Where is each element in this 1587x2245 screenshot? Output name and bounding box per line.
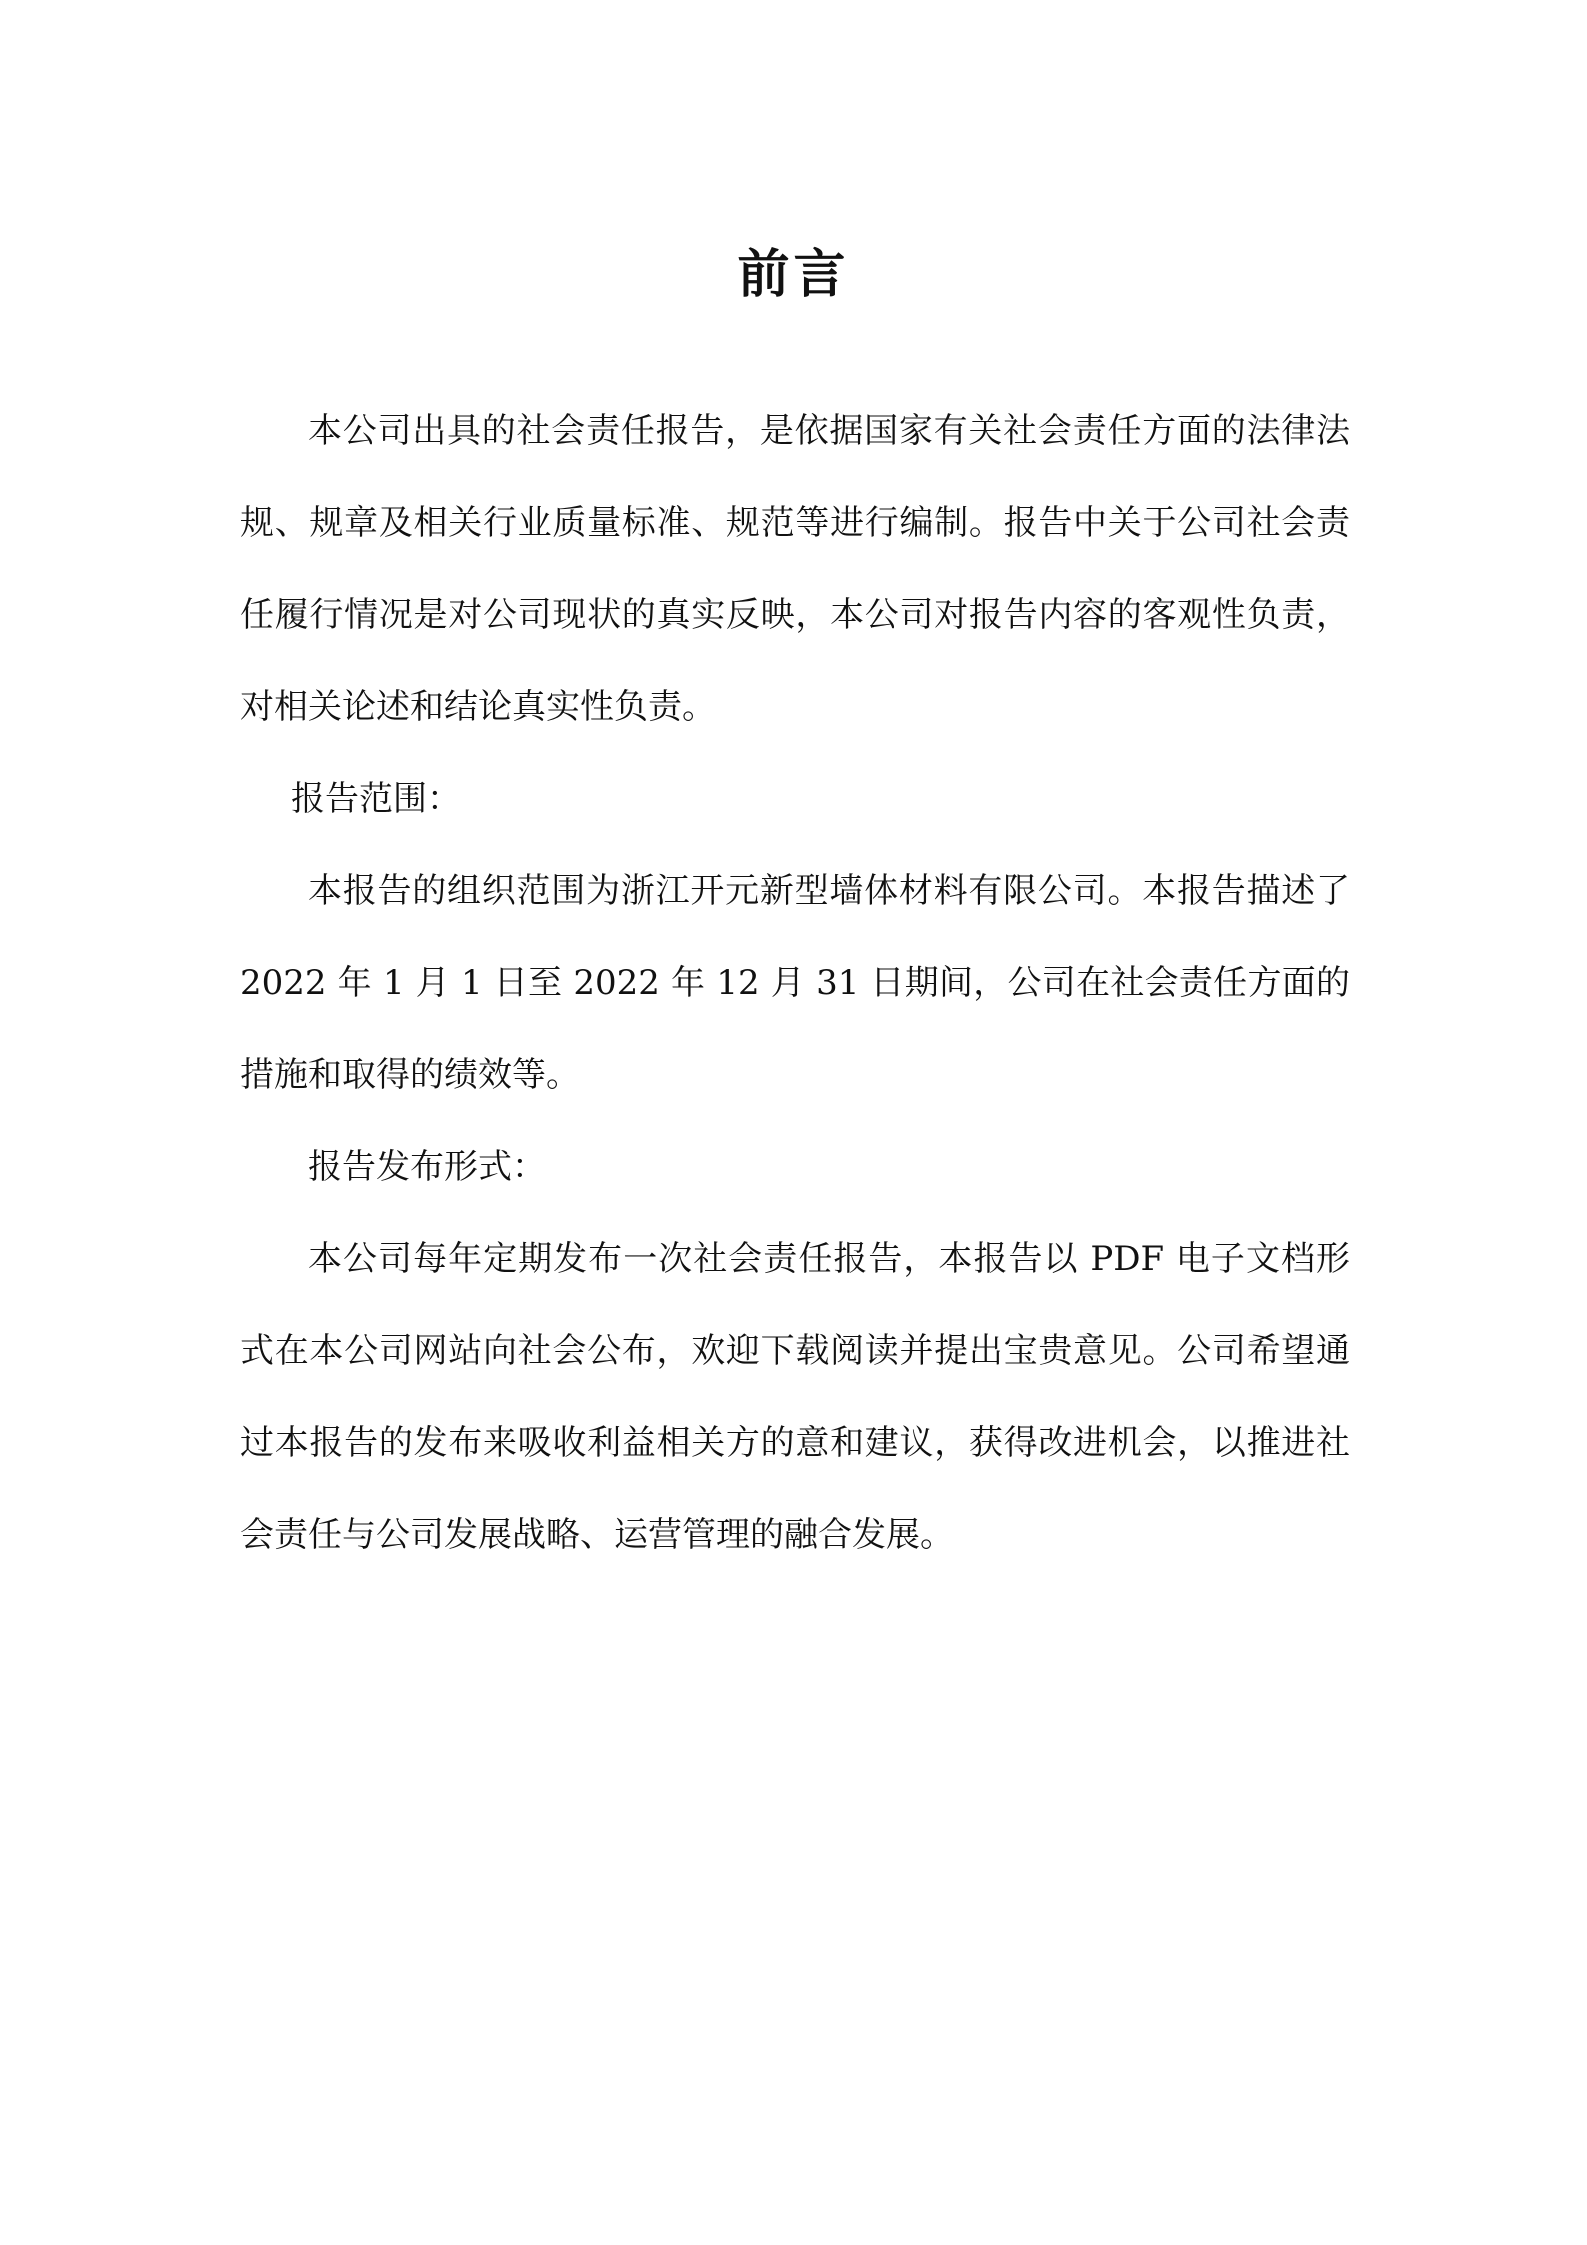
publish-heading: 报告发布形式： bbox=[308, 1147, 546, 1187]
intro-paragraph: 本公司出具的社会责任报告，是依据国家有关社会责任方面的法律法规、规章及相关行业质量标准、规范等进行编制。报告中关于公司社会责任履行情况是对公司现状的真实反映，本公司对报告内容的客观性负责，对相关论述和结论真实性负责。 bbox=[240, 411, 1350, 727]
document-body bbox=[240, 385, 1350, 1581]
publish-paragraph: 本公司每年定期发布一次社会责任报告，本报告以 PDF 电子文档形式在本公司网站向社会公布，欢迎下载阅读并提出宝贵意见。公司希望通过本报告的发布来吸收利益相关方的意和建议，获得改进机会，以推进社会责任与公司发展战略、运营管理的融合发展。 bbox=[240, 1239, 1350, 1555]
scope-heading: 报告范围： bbox=[291, 779, 461, 819]
page-title: 前言 bbox=[737, 243, 850, 305]
scope-paragraph: 本报告的组织范围为浙江开元新型墙体材料有限公司。本报告描述了 2022 年 1 月 1 日至 2022 年 12 月 31 日期间，公司在社会责任方面的措施和取得的绩效等。 bbox=[240, 871, 1350, 1095]
